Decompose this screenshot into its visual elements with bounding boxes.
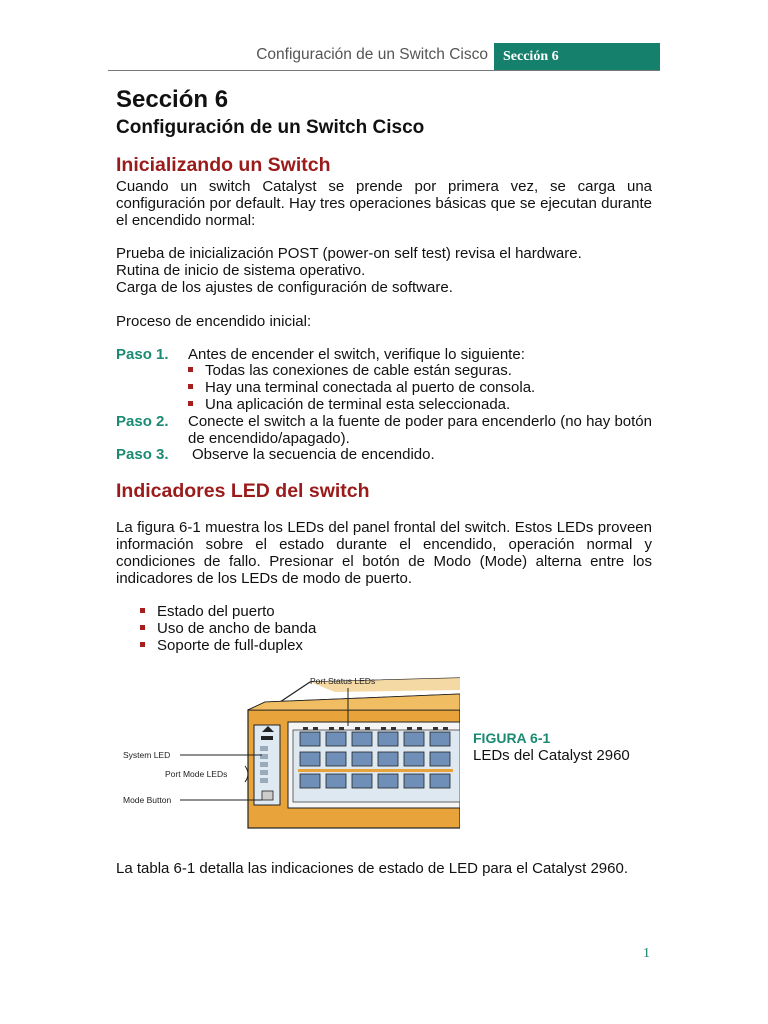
- step2-text: Conecte el switch a la fuente de poder para encenderlo (no hay botón de encendido/apagado).: [188, 413, 652, 447]
- led-bullet-text: Uso de ancho de banda: [157, 620, 317, 637]
- figure-caption: LEDs del Catalyst 2960: [473, 747, 630, 764]
- section-title: Sección 6: [116, 86, 229, 113]
- step1-bullet: [188, 362, 512, 379]
- process-label: Proceso de encendido inicial:: [116, 313, 312, 330]
- led-heading: Indicadores LED del switch: [116, 480, 370, 502]
- bullet-square-icon: [188, 384, 193, 389]
- closing-text: La tabla 6-1 detalla las indicaciones de estado de LED para el Catalyst 2960.: [116, 860, 628, 877]
- step1-bullet-text: Una aplicación de terminal esta seleccionada.: [205, 396, 511, 413]
- led-intro: [116, 519, 652, 587]
- init-heading: Inicializando un Switch: [116, 154, 331, 176]
- led-bullet-text: Estado del puerto: [157, 603, 275, 620]
- init-intro: [116, 178, 652, 229]
- init-intro-text: Cuando un switch Catalyst se prende por primera vez, se carga una configuración por default. Hay tres operaciones básicas que se ejecutan durante el encendido normal:: [116, 178, 652, 229]
- led-bullet: [140, 620, 316, 637]
- bullet-square-icon: [188, 401, 193, 406]
- led-bullet: [140, 603, 275, 620]
- section-subtitle: Configuración de un Switch Cisco: [116, 117, 425, 138]
- step1-text: Antes de encender el switch, verifique lo siguiente:: [188, 346, 525, 363]
- step3-text: Observe la secuencia de encendido.: [192, 446, 435, 463]
- figure-label: FIGURA 6-1: [473, 730, 551, 746]
- switch-front-panel-figure: [120, 670, 460, 835]
- step1-bullet-text: Todas las conexiones de cable están seguras.: [205, 362, 512, 379]
- page-number: 1: [643, 946, 650, 961]
- bullet-square-icon: [140, 608, 145, 613]
- port-block: [288, 722, 460, 808]
- bullet-square-icon: [140, 625, 145, 630]
- led-panel: [254, 725, 280, 805]
- bullet-square-icon: [188, 367, 193, 372]
- port-mode-leds-label: Port Mode LEDs: [165, 769, 228, 779]
- mode-button-label: Mode Button: [123, 795, 172, 805]
- step1-bullet: [188, 396, 510, 413]
- running-header-title: Configuración de un Switch Cisco: [256, 46, 488, 63]
- step1-label: Paso 1.: [116, 346, 169, 363]
- section-badge: Sección 6: [494, 43, 660, 70]
- system-led-label: System LED: [123, 750, 171, 760]
- op-config-load: Carga de los ajustes de configuración de software.: [116, 279, 453, 296]
- step3-label: Paso 3.: [116, 446, 169, 463]
- led-bullet-text: Soporte de full-duplex: [157, 637, 303, 654]
- op-post: Prueba de inicialización POST (power-on self test) revisa el hardware.: [116, 245, 582, 262]
- bullet-square-icon: [140, 642, 145, 647]
- header-divider: [108, 70, 660, 71]
- led-intro-text: La figura 6-1 muestra los LEDs del panel frontal del switch. Estos LEDs proveen información sobre el estado durante el encendido, operación normal y condiciones de fallo. Presionar el botón de Modo (Mode) alterna entre los indicadores de los LEDs de modo de puerto.: [116, 519, 652, 587]
- led-bullet: [140, 637, 303, 654]
- step1-bullet-text: Hay una terminal conectada al puerto de consola.: [205, 379, 536, 396]
- op-os-routine: Rutina de inicio de sistema operativo.: [116, 262, 366, 279]
- port-status-leds-label: Port Status LEDs: [310, 676, 376, 686]
- step1-bullet: [188, 379, 535, 396]
- step2-label: Paso 2.: [116, 413, 169, 430]
